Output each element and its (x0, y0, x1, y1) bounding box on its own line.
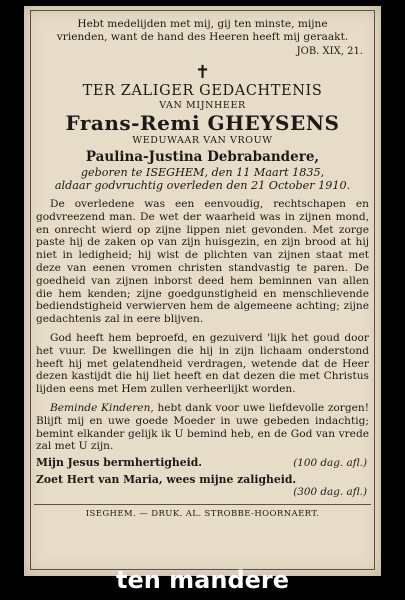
card-content (32, 8, 373, 519)
watermark: ten mandere (115, 566, 290, 594)
children-address: Beminde Kinderen, (50, 401, 154, 414)
memory-title: TER ZALIGER GEDACHTENIS (82, 83, 323, 99)
indulgence: (300 dag. afl.) (293, 486, 367, 499)
epigraph (32, 18, 373, 58)
van-mijnheer: VAN MIJNHEER (159, 100, 246, 111)
epigraph-reference: JOB. XIX, 21. (296, 46, 363, 57)
spouse-name: Paulina-Justina Debrabandere, (85, 149, 320, 165)
epigraph-line-2: vrienden, want de hand des Heeren heeft mij geraakt. (56, 31, 349, 43)
prayer-text: Zoet Hert van Maria, wees mijne zaligheid. (36, 473, 297, 487)
birth-line: geboren te ISEGHEM, den 11 Maart 1835, (80, 166, 325, 179)
suffering-paragraph: God heeft hem beproefd, en gezuiverd 'lijk het goud door het vuur. De kwellingen die hij in zijn lichaam onderstond heeft hij met gelatendheid verdragen, wetende dat de Heer dezen kastijdt die hij liet heeft en dat dezen die met Christus lijden eens met Hem zullen verheerlijkt worden. (36, 331, 369, 396)
prayer-line (32, 473, 373, 486)
death-line: aldaar godvruchtig overleden den 21 October 1910. (54, 179, 351, 192)
prayer-line (32, 456, 373, 470)
prayer-indulgence-line (32, 486, 373, 499)
printer-imprint: ISEGHEM. — DRUK. AL. STROBBE-HOORNAERT. (85, 509, 320, 520)
biography-paragraph: De overledene was een eenvoudig, rechtschapen en godvreezend man. De wet der waarheid was in zijnen mond, en onrecht wierd op zijne lippen niet gevonden. Met zorge paste hij de zaken op van zijn huisgezin, en zijn brood at hij niet in ledigheid; hij wist de plichten van zijnen staat met deze van eenen vromen christen standvastig te paren. De goedheid van zijnen inborst deed hem beminnen van allen die hem kenden; zijne goedgunstigheid en menschlievende bediendstigheid verwierven hem de algemeene achting; zijne gedachtenis zal in eere blijven. (36, 198, 369, 326)
divider (34, 504, 371, 505)
memorial-card (24, 6, 381, 576)
cross-icon: ✝ (194, 62, 211, 83)
indulgence: (100 dag. afl.) (293, 457, 367, 470)
epigraph-line-1: Hebt medelijden met mij, gij ten minste, mijne (77, 18, 328, 30)
children-text: hebt dank voor uwe liefdevolle zorgen! Blijft mij en uwe goede Moeder in uwe gebeden indachtig; bemint elkander gelijk ik U bemind heb, en de God van vrede zal met U zijn. (36, 401, 369, 453)
deceased-name: Frans-Remi GHEYSENS (65, 111, 340, 135)
children-paragraph (32, 402, 373, 453)
widower-of: WEDUWAAR VAN VROUW (132, 135, 273, 146)
prayer-text: Mijn Jesus bermhertigheid. (36, 456, 203, 470)
